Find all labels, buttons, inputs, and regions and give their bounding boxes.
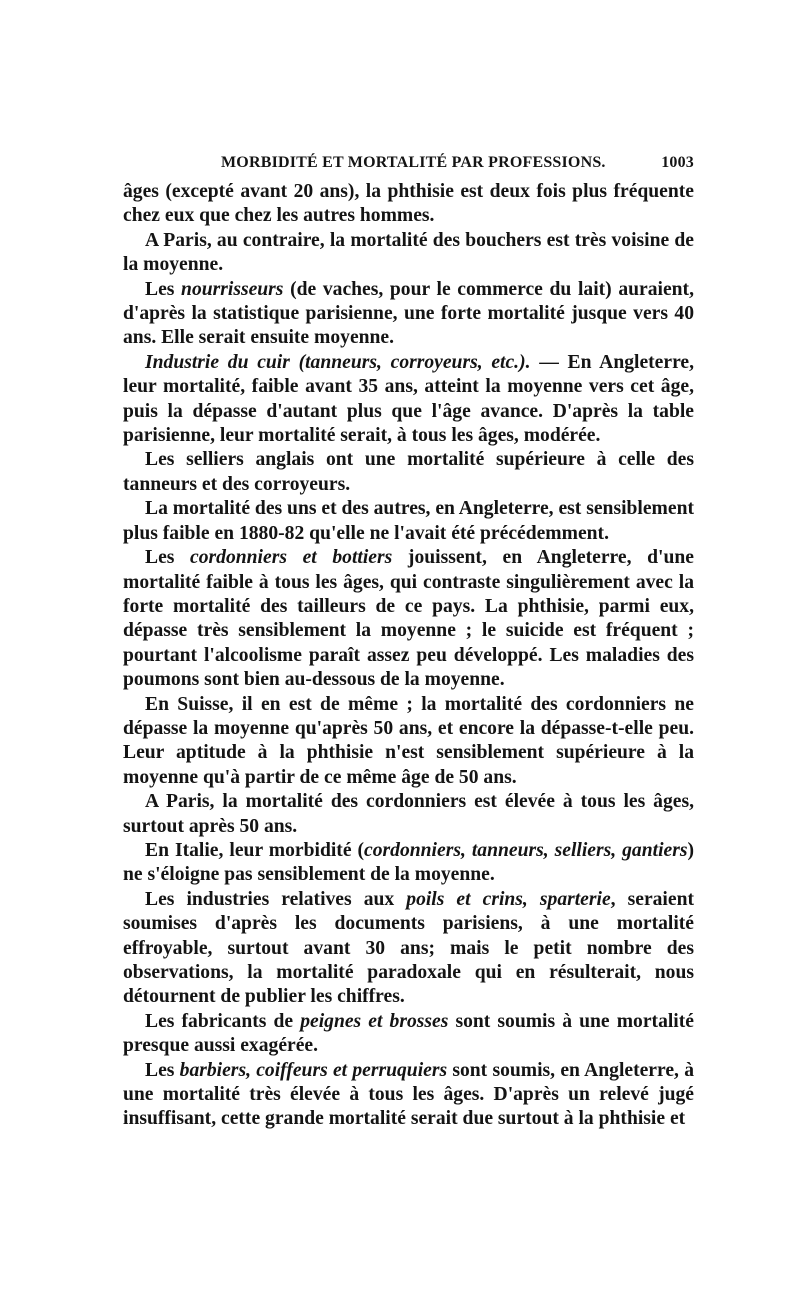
- italic-term: Industrie du cuir (tanneurs, corroyeurs, etc.).: [145, 351, 531, 373]
- italic-term: cordonniers et bottiers: [190, 547, 393, 569]
- text-run: jouissent, en Angleterre, d'une mortalité faible à tous les âges, qui contraste singulièrement avec la forte mortalité des tailleurs de ce pays. La phthisie, parmi eux, dépasse très sensiblement la moyenne ; le suicide est fréquent ; pourtant l'alcoolisme paraît assez peu développé. Les maladies des poumons sont bien au-dessous de la moyenne.: [123, 547, 694, 691]
- italic-term: barbiers, coiffeurs et perruquiers: [179, 1059, 448, 1081]
- page-number: 1003: [661, 154, 694, 171]
- text-run: âges (excepté avant 20 ans), la phthisie est deux fois plus fréquente chez eux que chez les autres hommes.: [123, 181, 694, 227]
- text-run: Les: [145, 1059, 180, 1081]
- paragraph: [123, 693, 694, 791]
- paragraph: [123, 351, 694, 449]
- text-run: Les fabricants de: [145, 1010, 301, 1032]
- italic-term: peignes et brosses: [300, 1010, 449, 1032]
- text-run: sont soumis, en Angleterre, à une mortalité très élevée à tous les âges. D'après un relevé jugé insuffisant, cette grande mortalité serait due surtout à la phthisie et: [123, 1059, 695, 1130]
- paragraph: [123, 278, 694, 351]
- text-run: En Suisse, il en est de même ; la mortalité des cordonniers ne dépasse la moyenne qu'après 50 ans, et encore la dépasse-t-elle peu. Leur aptitude à la phthisie n'est sensiblement supérieure à la moyenne qu'à partir de ce même âge de 50 ans.: [123, 693, 694, 788]
- text-run: sont soumis à une mortalité presque aussi exagérée.: [123, 1010, 694, 1057]
- text-run: Les selliers anglais ont une mortalité supérieure à celle des tanneurs et des corroyeurs.: [123, 449, 694, 495]
- italic-term: poils et crins, sparterie: [406, 888, 611, 910]
- paragraph: [123, 790, 694, 839]
- text-run: A Paris, au contraire, la mortalité des bouchers est très voisine de la moyenne.: [123, 229, 694, 276]
- text-run: — En Angleterre, leur mortalité, faible avant 35 ans, atteint la moyenne vers cet âge, puis la dépasse d'autant plus que l'âge avance. D'après la table parisienne, leur mortalité serait, à tous les âges, modérée.: [123, 351, 695, 447]
- paragraph: [123, 229, 694, 278]
- running-header: [123, 150, 694, 176]
- paragraph: [123, 1059, 694, 1132]
- paragraph: [123, 888, 694, 1010]
- text-run: Les: [145, 547, 191, 569]
- paragraph: [123, 497, 694, 546]
- text-run: , seraient soumises d'après les documents parisiens, à une mortalité effroyable, surtout avant 30 ans; mais le petit nombre des observations, la mortalité paradoxale qui en résulterait, nous détournent de publier les chiffres.: [123, 888, 694, 1008]
- italic-term: cordonniers, tanneurs, selliers, gantiers: [364, 839, 688, 861]
- text-run: Les industries relatives aux: [145, 888, 407, 910]
- italic-term: nourrisseurs: [181, 278, 284, 300]
- text-run: La mortalité des uns et des autres, en Angleterre, est sensiblement plus faible en 1880-82 qu'elle ne l'avait été précédemment.: [123, 498, 694, 544]
- paragraph: [123, 1010, 694, 1059]
- text-run: ) ne s'éloigne pas sensiblement de la moyenne.: [123, 839, 694, 886]
- paragraph: [123, 448, 694, 497]
- book-page: [123, 150, 694, 1132]
- text-run: En Italie, leur morbidité (: [145, 839, 365, 861]
- text-run: (de vaches, pour le commerce du lait) auraient, d'après la statistique parisienne, une forte mortalité jusque vers 40 ans. Elle serait ensuite moyenne.: [123, 278, 694, 349]
- text-run: A Paris, la mortalité des cordonniers est élevée à tous les âges, surtout après 50 ans.: [123, 791, 694, 837]
- running-title: MORBIDITÉ ET MORTALITÉ PAR PROFESSIONS.: [221, 154, 606, 171]
- paragraph: [123, 839, 694, 888]
- paragraph: [123, 180, 694, 229]
- body-text: [123, 180, 694, 1132]
- paragraph: [123, 546, 694, 692]
- text-run: Les: [145, 278, 182, 300]
